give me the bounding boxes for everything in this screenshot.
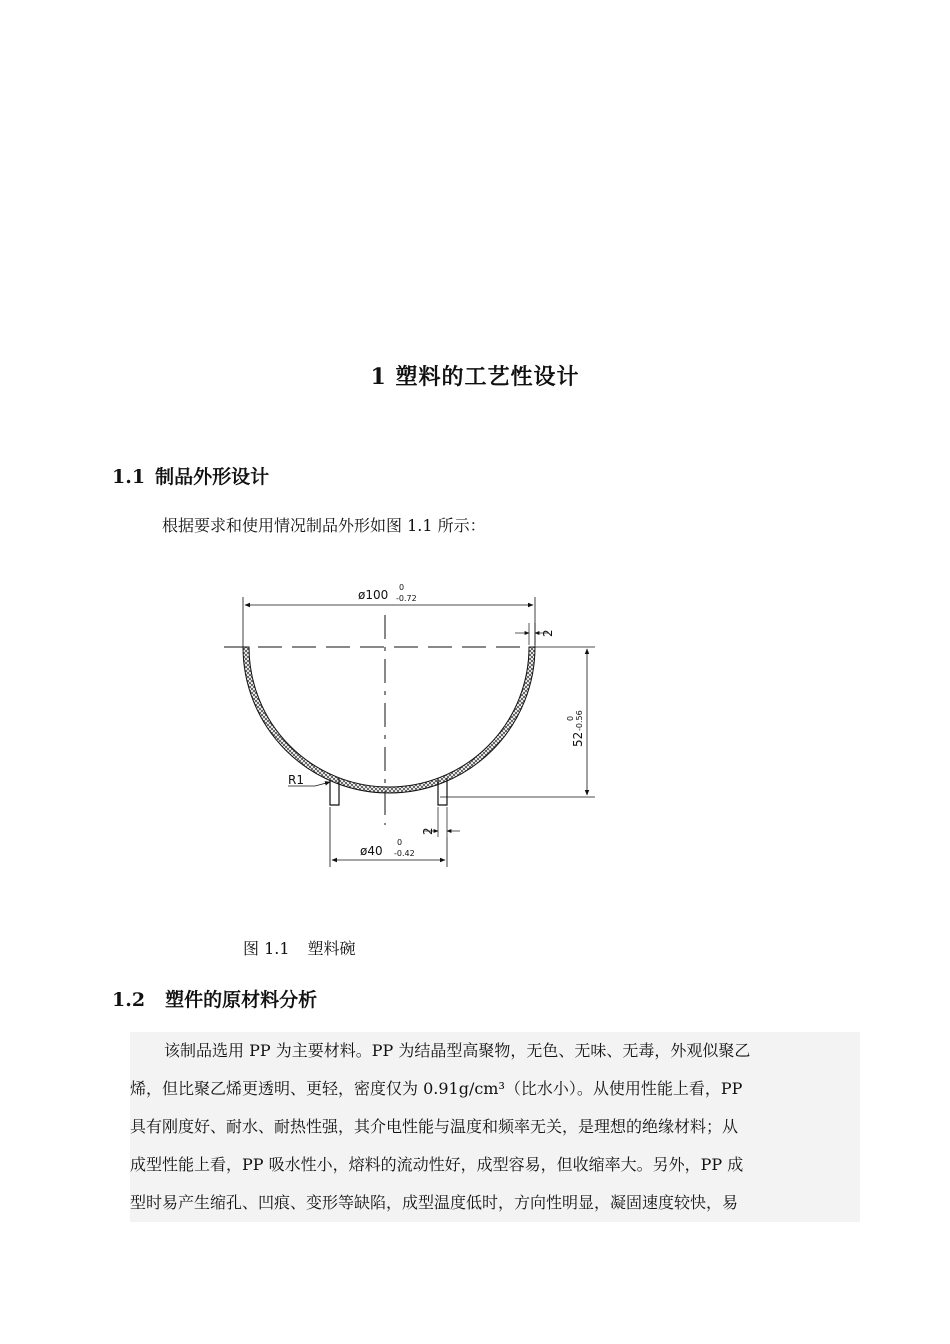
- dim-height-upper: 0: [566, 715, 575, 721]
- paragraph-line: 具有刚度好、耐水、耐热性强，其介电性能与温度和频率无关，是理想的绝缘材料；从: [130, 1117, 739, 1136]
- bowl-wall-section: [243, 647, 535, 793]
- dim-foot-wall: 2: [421, 827, 435, 835]
- dim-top-main: ø100: [358, 588, 389, 602]
- dim-radius: R1: [288, 773, 304, 787]
- section-heading-1-1: [112, 462, 269, 489]
- section-title: 塑件的原材料分析: [165, 989, 318, 1011]
- dim-base-main: ø40: [360, 844, 383, 858]
- figure-intro-text: 根据要求和使用情况制品外形如图 1.1 所示：: [162, 516, 486, 535]
- chapter-title: 1 塑料的工艺性设计: [370, 364, 580, 390]
- section-title: 制品外形设计: [155, 466, 270, 488]
- caption-text: 塑料碗: [307, 939, 356, 958]
- dim-base-lower: -0.42: [394, 849, 415, 858]
- paragraph-line: 烯，但比聚乙烯更透明、更轻，密度仅为 0.91g/cm³（比水小）。从使用性能上看，PP: [130, 1079, 743, 1098]
- material-paragraph: [130, 1032, 860, 1222]
- paragraph-line: 该制品选用 PP 为主要材料。PP 为结晶型高聚物，无色、无味、无毒，外观似聚乙: [164, 1041, 751, 1060]
- dim-height-lower: -0.56: [575, 710, 584, 731]
- caption-number: 图 1.1: [243, 939, 290, 958]
- paragraph-line: 成型性能上看，PP 吸水性小，熔料的流动性好，成型容易，但收缩率大。另外，PP 成: [130, 1155, 744, 1174]
- section-number: 1.1: [112, 466, 146, 488]
- section-heading-1-2: [112, 985, 317, 1012]
- figure-caption: [243, 936, 356, 959]
- paragraph-line: 型时易产生缩孔、凹痕、变形等缺陷，成型温度低时，方向性明显，凝固速度较快，易: [130, 1193, 739, 1212]
- dim-base-upper: 0: [397, 838, 403, 847]
- dim-height-main: 52: [571, 731, 585, 747]
- dim-wall-rim: 2: [541, 629, 555, 637]
- dim-top-upper: 0: [399, 583, 405, 592]
- bowl-drawing: [210, 575, 630, 875]
- bowl-figure: [210, 575, 630, 875]
- section-number: 1.2: [112, 989, 146, 1011]
- dim-top-lower: -0.72: [396, 594, 417, 603]
